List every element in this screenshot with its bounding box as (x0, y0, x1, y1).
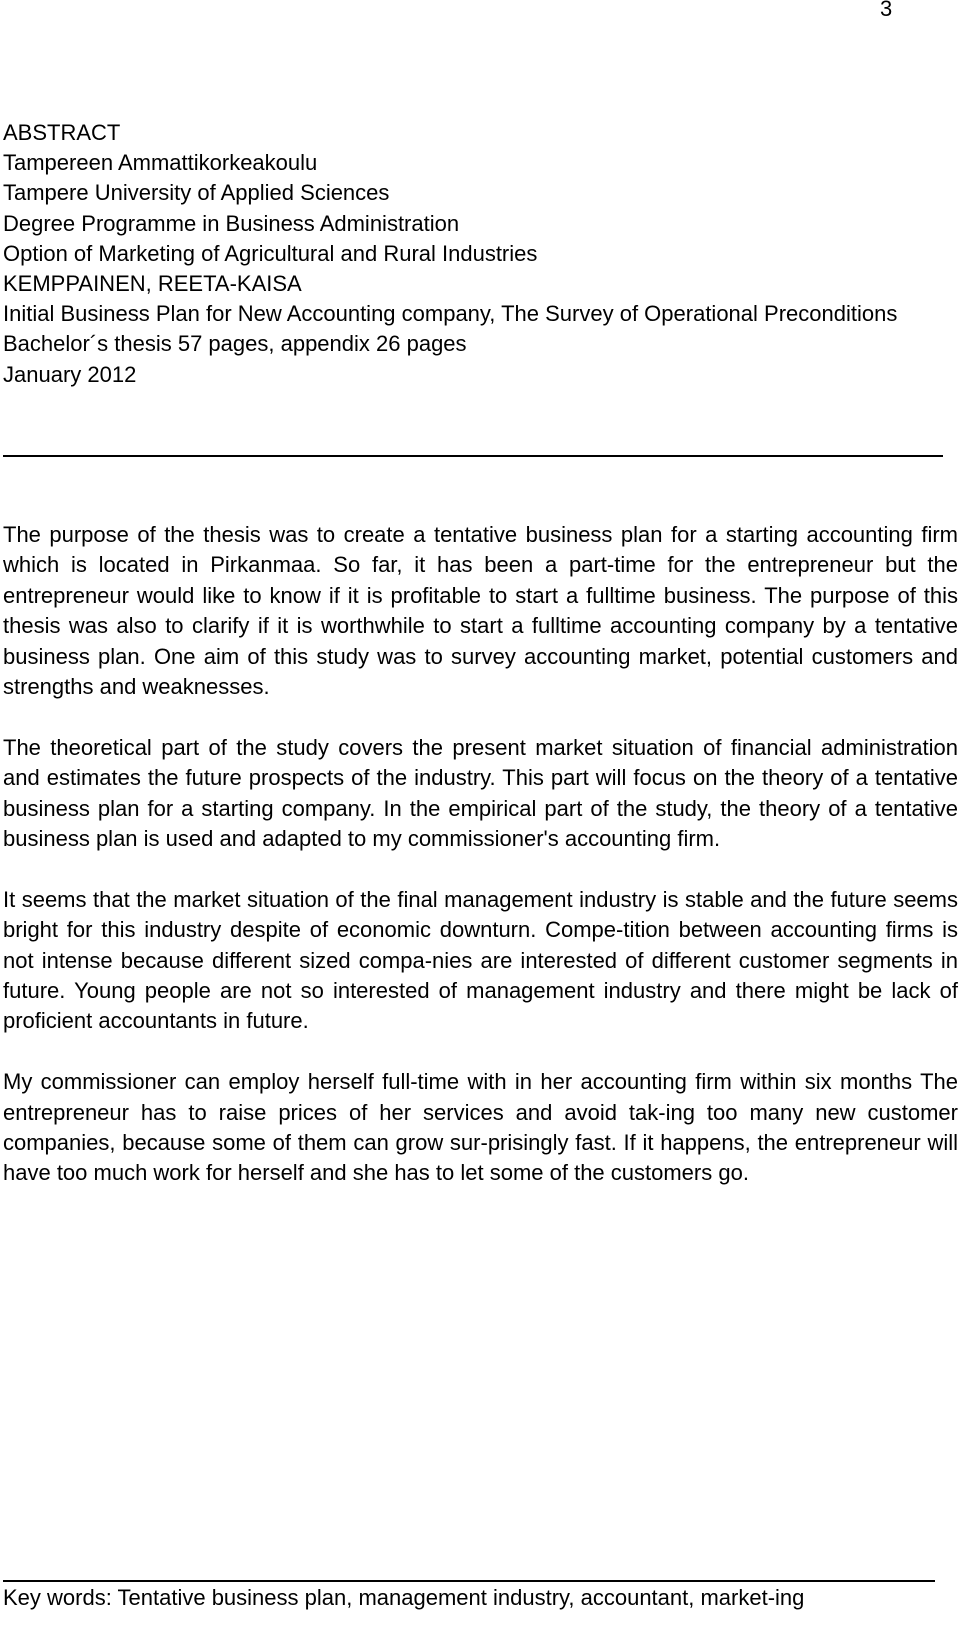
abstract-paragraph: The purpose of the thesis was to create a tentative business plan for a starting accounting firm which is located in Pirkanmaa. So far, it has been a part-time for the entrepreneur but the entrepreneur would like to know if it is profitable to start a fulltime business. The purpose of this thesis was also to clarify if it is worthwhile to start a fulltime accounting company by a tentative business plan. One aim of this study was to survey accounting market, potential customers and strengths and weaknesses. (3, 522, 958, 700)
abstract-body (3, 520, 958, 1219)
header-divider (3, 455, 943, 457)
thesis-date: January 2012 (3, 361, 137, 387)
page-number: 3 (880, 0, 893, 21)
abstract-label: ABSTRACT (3, 120, 121, 145)
abstract-paragraph: It seems that the market situation of the final management industry is stable and the future seems bright for this industry despite of economic downturn. Compe-tition between accounting firms is not intense because different sized compa-nies are interested of different customer segments in future. Young people are not so interested of management industry and there might be lack of proficient accountants in future. (3, 886, 958, 1034)
keywords-divider (3, 1580, 935, 1582)
keywords: Key words: Tentative business plan, management industry, accountant, market-ing (3, 1585, 805, 1610)
abstract-paragraph: The theoretical part of the study covers the present market situation of financial administration and estimates the future prospects of the industry. This part will focus on the theory of a tentative business plan for a starting company. In the empirical part of the study, the theory of a tentative business plan is used and adapted to my commissioner's accounting firm. (3, 734, 958, 852)
school-name-english: Tampere University of Applied Sciences (3, 180, 390, 206)
abstract-paragraph: My commissioner can employ herself full-time with in her accounting firm within six months The entrepreneur has to raise prices of her services and avoid tak-ing too many new customer companies, because some of them can grow sur-prisingly fast. If it happens, the entrepreneur will have too much work for herself and she has to let some of the customers go. (3, 1069, 958, 1186)
thesis-title: Initial Business Plan for New Accounting company, The Survey of Operational Preconditions (3, 301, 898, 327)
author-name: KEMPPAINEN, REETA-KAISA (3, 271, 302, 297)
programme-option: Option of Marketing of Agricultural and Rural Industries (3, 240, 538, 266)
thesis-extent: Bachelor´s thesis 57 pages, appendix 26 pages (3, 331, 467, 357)
school-name-finnish: Tampereen Ammattikorkeakoulu (3, 150, 318, 176)
abstract-header (3, 118, 958, 390)
degree-programme: Degree Programme in Business Administration (3, 210, 460, 236)
